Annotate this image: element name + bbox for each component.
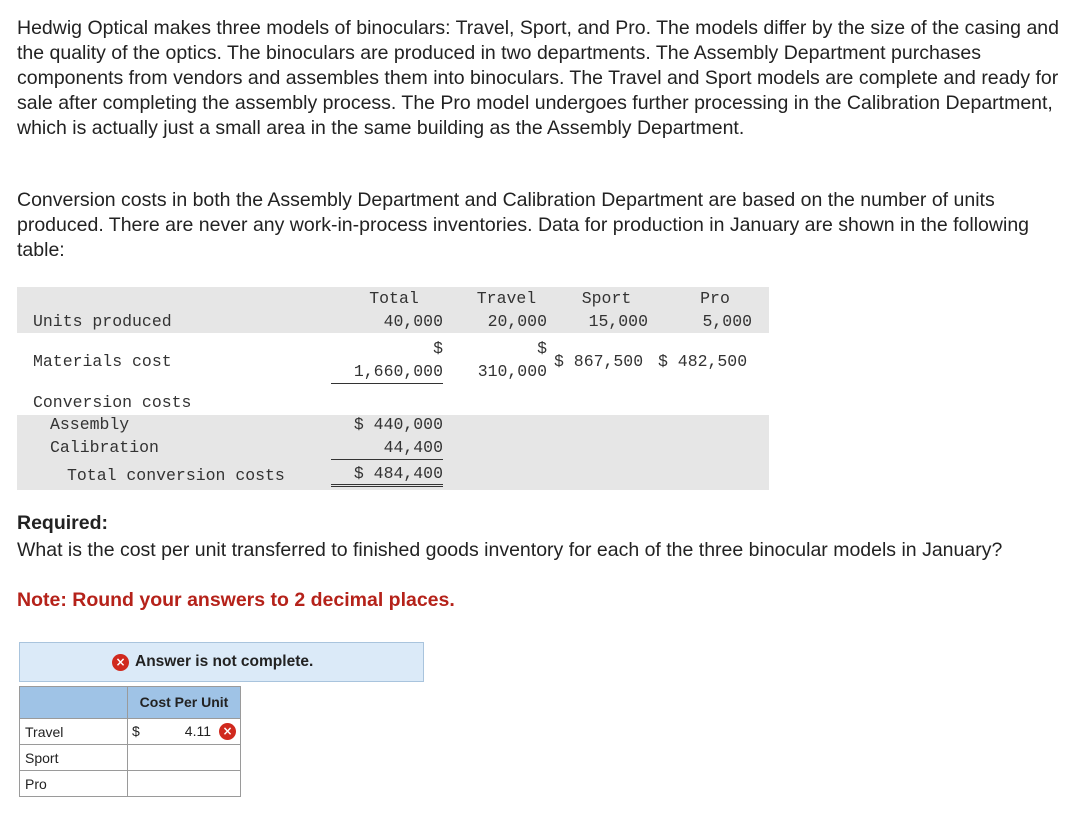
units-pro: 5,000 — [702, 312, 752, 331]
header-sport: Sport — [581, 289, 632, 308]
materials-total: 1,660,000 — [331, 362, 443, 384]
answer-table — [19, 686, 241, 797]
answer-input-pro[interactable] — [128, 771, 241, 797]
answer-row-sport — [20, 745, 241, 771]
materials-pro: $ 482,500 — [658, 352, 748, 371]
materials-travel-currency: $ — [537, 339, 547, 358]
table-row-total-conversion — [17, 463, 769, 489]
table-row-conversion-costs — [17, 391, 769, 415]
required-question: What is the cost per unit transferred to finished goods inventory for each of the three binocular models in January? — [17, 539, 1003, 561]
required-heading: Required: — [17, 512, 109, 534]
units-travel: 20,000 — [487, 312, 547, 331]
conversion-costs-label: Conversion costs — [33, 393, 192, 412]
table-row-assembly — [17, 415, 769, 437]
calibration-label: Calibration — [50, 438, 159, 457]
x-circle-icon: × — [112, 654, 129, 671]
answer-row-travel — [20, 719, 241, 745]
answer-label-pro: Pro — [20, 771, 128, 797]
header-total: Total — [369, 289, 419, 308]
answer-table-header — [20, 687, 241, 719]
answer-input-sport[interactable] — [128, 745, 241, 771]
assembly-label: Assembly — [50, 415, 130, 434]
assembly-total: $ 440,000 — [353, 415, 443, 434]
currency-symbol: $ — [132, 723, 140, 739]
units-total: 40,000 — [383, 312, 443, 331]
answer-value-travel: 4.11 — [184, 723, 211, 739]
answer-label-travel: Travel — [20, 719, 128, 745]
header-travel: Travel — [476, 289, 537, 308]
answer-label-sport: Sport — [20, 745, 128, 771]
answer-input-travel[interactable] — [128, 719, 241, 745]
table-row-units — [17, 287, 769, 333]
units-label: Units produced — [33, 312, 172, 331]
materials-travel: 310,000 — [477, 362, 547, 381]
rounding-note: Note: Round your answers to 2 decimal places. — [17, 589, 455, 611]
answer-status-banner — [19, 642, 424, 682]
total-conversion-total: $ 484,400 — [331, 464, 443, 487]
table-row-materials — [17, 333, 769, 389]
materials-sport: $ 867,500 — [554, 352, 644, 371]
calibration-total: 44,400 — [331, 438, 443, 460]
cost-per-unit-header: Cost Per Unit — [128, 687, 241, 719]
intro-paragraph-1: Hedwig Optical makes three models of binoculars: Travel, Sport, and Pro. The models differ by the size of the casing and the quality of the optics. The binoculars are produced in two departments. The Assembly Department purchases components from vendors and assembles them into binoculars. The Travel and Sport models are complete and ready for sale after completing the assembly process. The Pro model undergoes further processing in the Calibration Department, which is actually just a small area in the same building as the Assembly Department. — [17, 17, 1059, 139]
materials-total-currency: $ — [433, 339, 443, 358]
total-conversion-label: Total conversion costs — [67, 466, 285, 485]
answer-header-blank — [20, 687, 128, 719]
units-sport: 15,000 — [588, 312, 648, 331]
header-pro: Pro — [700, 289, 730, 308]
x-circle-icon: × — [219, 723, 236, 740]
answer-row-pro — [20, 771, 241, 797]
table-row-calibration — [17, 438, 769, 460]
materials-label: Materials cost — [33, 352, 172, 371]
answer-status-text: Answer is not complete. — [135, 653, 314, 670]
intro-paragraph-2: Conversion costs in both the Assembly Department and Calibration Department are based on the number of units produced. There are never any work-in-process inventories. Data for production in January are shown in the following table: — [17, 189, 1030, 261]
